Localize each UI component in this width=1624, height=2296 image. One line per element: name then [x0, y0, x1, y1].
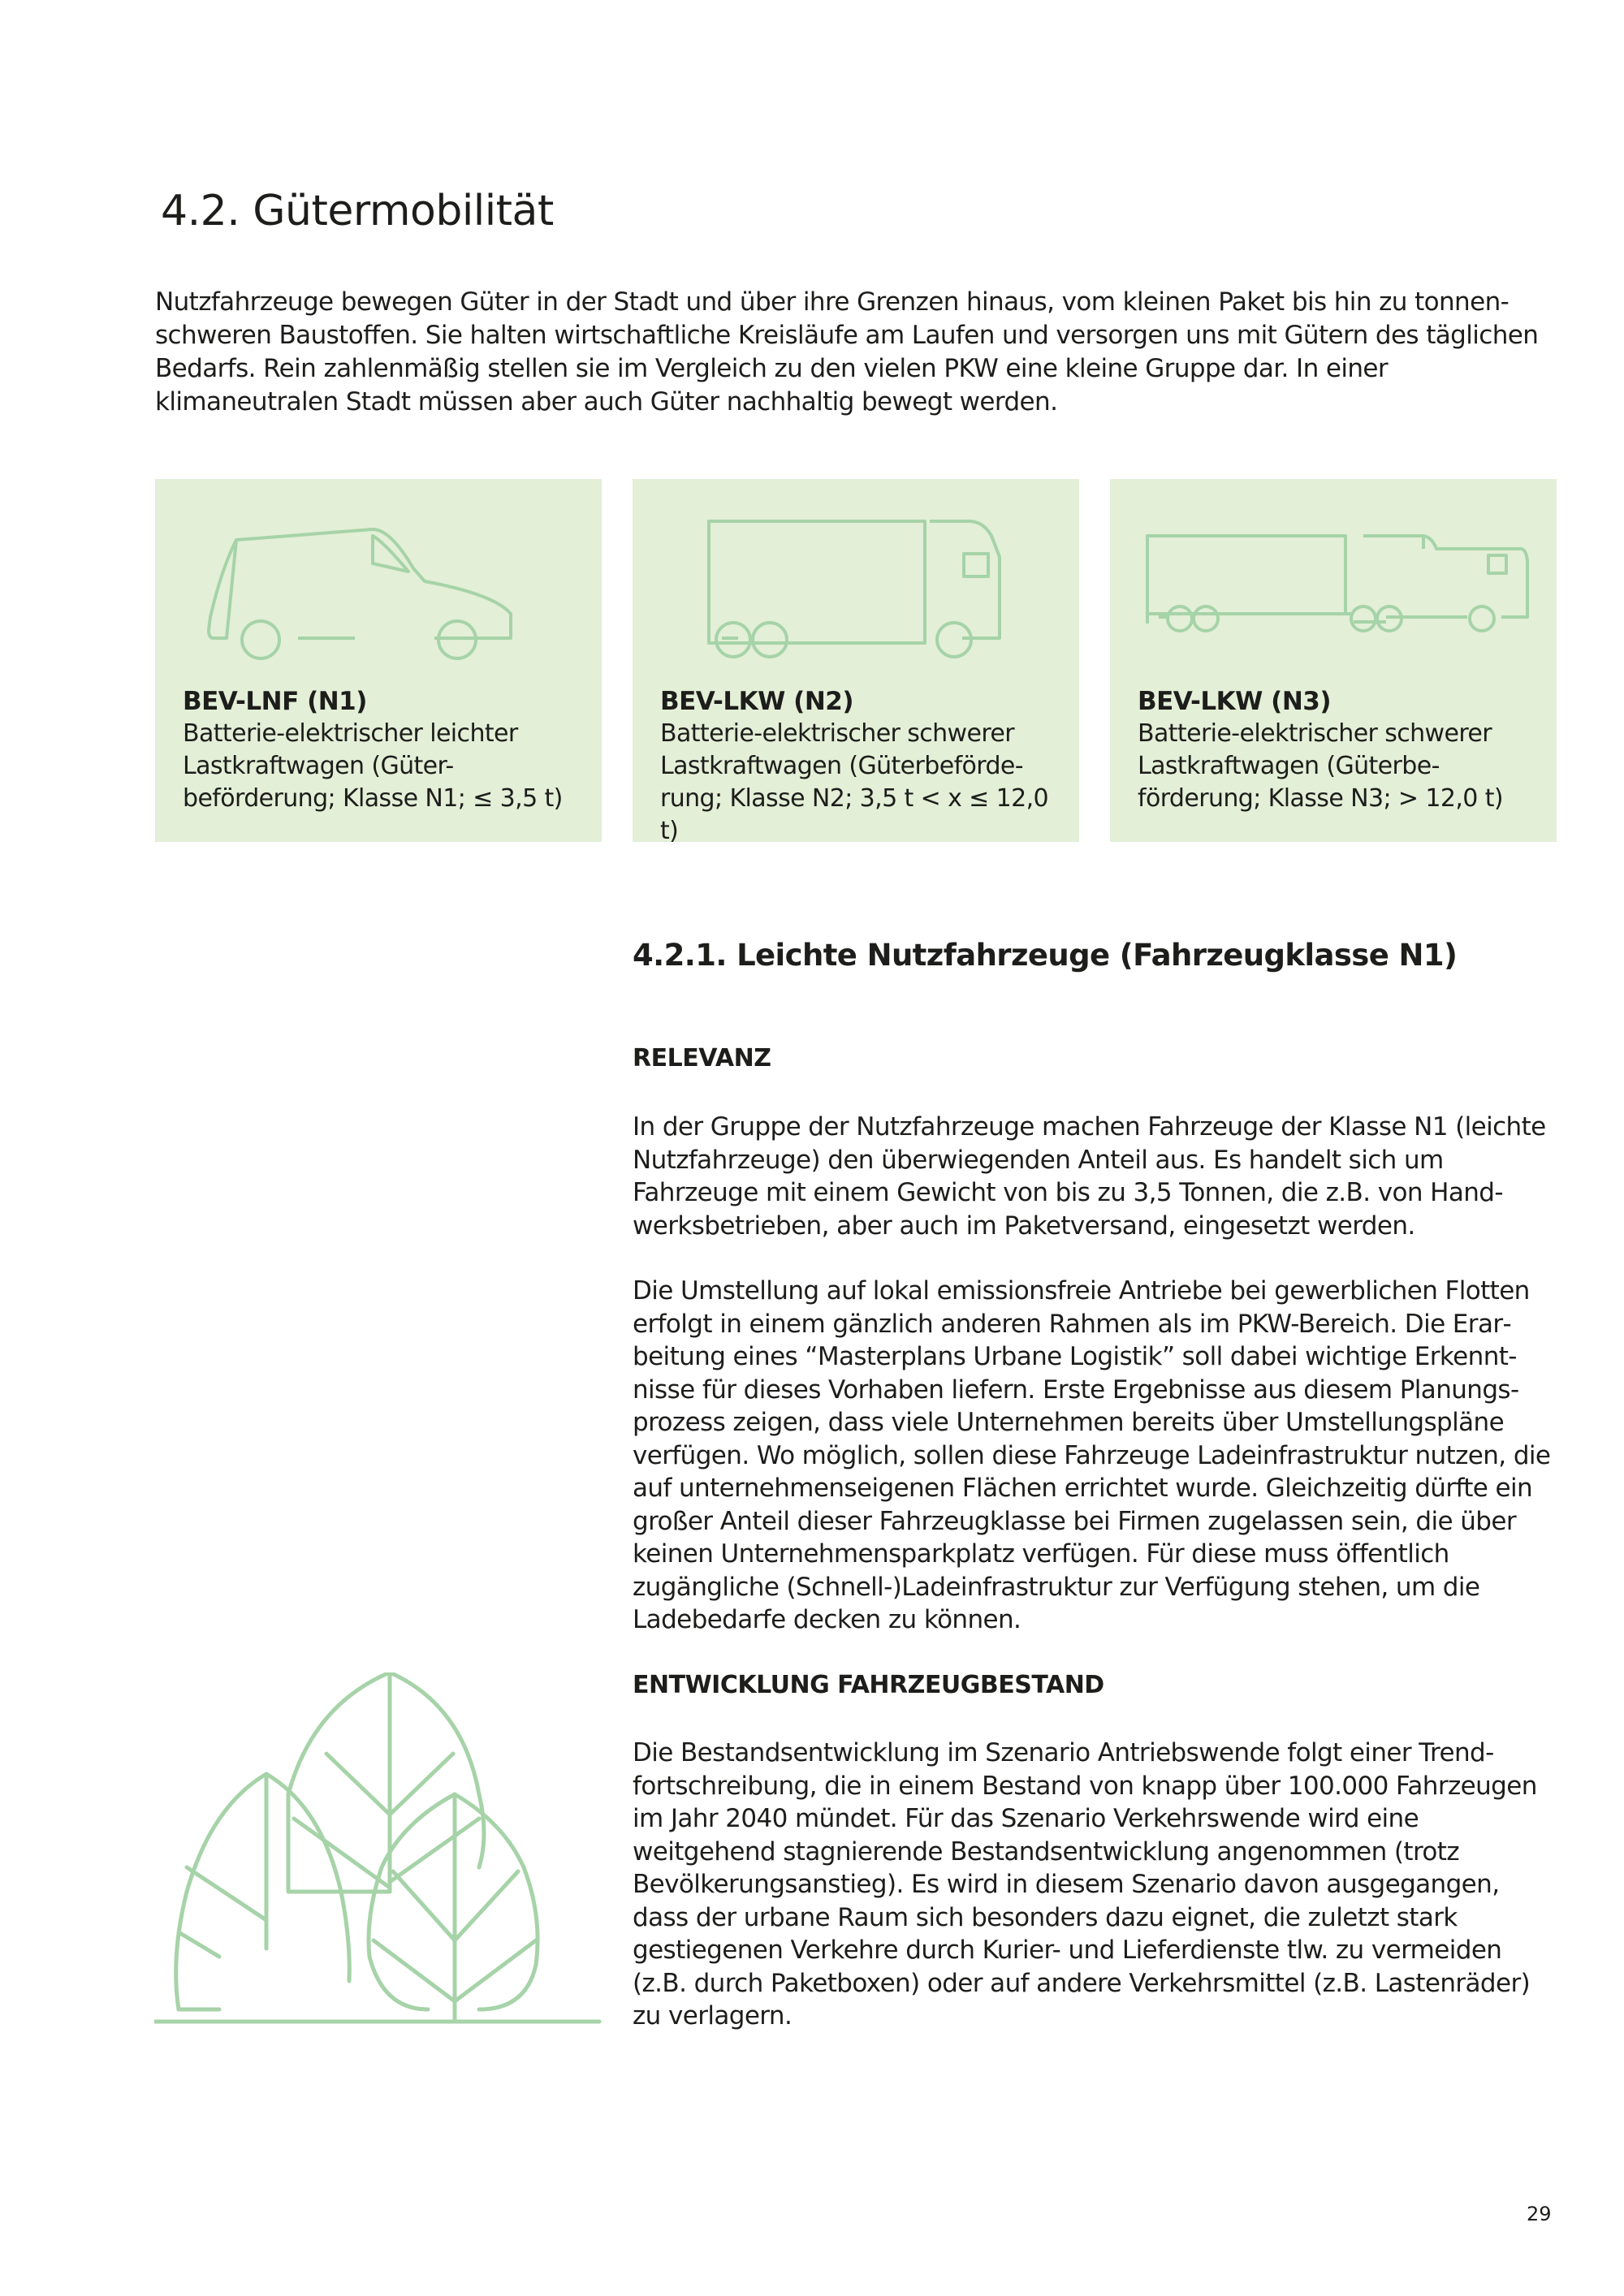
relevance-label: RELEVANZ: [633, 1044, 771, 1072]
vehicle-card-n3: [1110, 479, 1557, 842]
page-title: 4.2. Gütermobilität: [161, 187, 554, 235]
section-heading: 4.2.1. Leichte Nutzfahrzeuge (Fahrzeugklasse N1): [633, 938, 1458, 973]
vehicle-card-desc-line: Batterie-elektrischer leichter: [183, 719, 518, 748]
relevance-paragraph-2: Die Umstellung auf lokal emissionsfreie Antriebe bei gewerblichen Flotten erfolgt in einem gänzlich anderen Rahmen als im PKW-Bereich. Die Erarbeitung eines “Masterplans Urbane Logistik” soll dabei wichtige Erkenntnisse für dieses Vorhaben liefern. Erste Ergebnisse aus diesem Planungsprozess zeigen, dass viele Unternehmen bereits über Umstellungspläne verfügen. Wo möglich, sollen diese Fahrzeuge Ladeinfrastruktur nutzen, die auf unternehmenseigenen Flächen errichtet wurde. Gleichzeitig dürfte ein großer Anteil dieser Fahrzeugklasse bei Firmen zugelassen sein, die über keinen Unternehmensparkplatz verfügen. Für diese muss öffentlich zugängliche (Schnell-)Ladeinfrastruktur zur Verfügung stehen, um die Ladebedarfe decken zu können.: [633, 1276, 1551, 1634]
vehicle-card-desc-line: Batterie-elektrischer schwerer: [1138, 719, 1492, 748]
vehicle-card-desc-line: rung; Klasse N2; 3,5 t < x ≤ 12,0 t): [660, 784, 1049, 845]
development-paragraph: Die Bestandsentwicklung im Szenario Antriebswende folgt einer Trendfortschreibung, die in einem Bestand von knapp über 100.000 Fahrzeugen im Jahr 2040 mündet. Für das Szenario Verkehrswende wird eine weitgehend stagnierende Bestandsentwicklung angenommen (trotz Bevölkerungsanstieg). Es wird in diesem Szenario davon ausgegangen, dass der urbane Raum sich besonders dazu eignet, die zuletzt stark gestiegenen Verkehre durch Kurier- und Lieferdienste tlw. zu vermeiden (z.B. durch Paketboxen) oder auf andere Verkehrsmittel (z.B. Lastenräder) zu verlagern.: [633, 1738, 1537, 2031]
page-number: 29: [1527, 2203, 1552, 2225]
intro-paragraph: Nutzfahrzeuge bewegen Güter in der Stadt und über ihre Grenzen hinaus, vom kleinen Paket bis hin zu tonnenschweren Baustoffen. Sie halten wirtschaftliche Kreisläufe am Laufen und versorgen uns mit Gütern des täglichen Bedarfs. Rein zahlenmäßig stellen sie im Vergleich zu den vielen PKW eine kleine Gruppe dar. In einer klimaneutralen Stadt müssen aber auch Güter nachhaltig bewegt werden.: [155, 287, 1539, 416]
vehicle-card-n2: [633, 479, 1079, 845]
vehicle-card-n1-text: [183, 685, 589, 815]
vehicle-card-desc-line: beförderung; Klasse N1; ≤ 3,5 t): [183, 784, 563, 813]
vehicle-card-title: BEV-LKW (N3): [1138, 687, 1332, 716]
vehicle-card-n1: [155, 479, 602, 842]
vehicle-card-desc-line: Lastkraftwagen (Güter-: [183, 752, 454, 780]
vehicle-card-n3-text: [1138, 685, 1544, 815]
vehicle-card-desc-line: förderung; Klasse N3; > 12,0 t): [1138, 784, 1503, 813]
relevance-paragraph-1: In der Gruppe der Nutzfahrzeuge machen Fahrzeuge der Klasse N1 (leichte Nutzfahrzeuge) den überwiegenden Anteil aus. Es handelt sich um Fahrzeuge mit einem Gewicht von bis zu 3,5 Tonnen, die z.B. von Handwerksbetrieben, aber auch im Paketversand, eingesetzt werden.: [633, 1112, 1546, 1241]
trees-illustration: [154, 1672, 609, 2030]
vehicle-card-n2-text: [660, 685, 1066, 848]
vehicle-card-desc-line: Lastkraftwagen (Güterbeförde-: [660, 752, 1024, 780]
vehicle-card-desc-line: Batterie-elektrischer schwerer: [660, 719, 1015, 748]
vehicle-card-title: BEV-LKW (N2): [660, 687, 854, 716]
van-icon: [155, 479, 602, 690]
truck-icon: [633, 479, 1079, 690]
vehicle-card-desc-line: Lastkraftwagen (Güterbe-: [1138, 752, 1440, 780]
vehicle-card-title: BEV-LNF (N1): [183, 687, 367, 716]
semi-truck-icon: [1110, 479, 1557, 690]
development-label: ENTWICKLUNG FAHRZEUGBESTAND: [633, 1671, 1104, 1699]
